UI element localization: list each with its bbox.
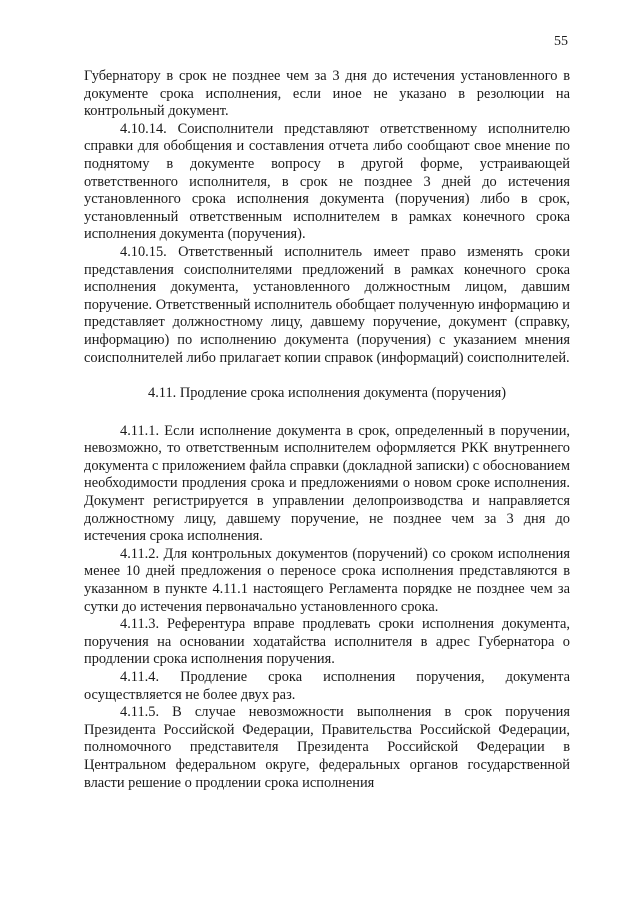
paragraph-4-11-5: 4.11.5. В случае невозможности выполнения в срок поручения Президента Российской Федерации, Правительства Российской Федерации, полномочного представителя Президента Российской Федерации в Центральном федеральном округе, федеральных органов государственной власти решение о продлении срока исполнения	[84, 704, 570, 791]
page-number: 55	[554, 34, 568, 49]
section-heading-4-11: 4.11. Продление срока исполнения документа (поручения)	[148, 385, 506, 402]
paragraph-continuation: Губернатору в срок не позднее чем за 3 дня до истечения установленного в документе срока исполнения, если иное не указано в резолюции на контрольный документ.	[84, 68, 570, 120]
paragraph-4-10-15: 4.10.15. Ответственный исполнитель имеет право изменять сроки представления соисполнителями предложений в рамках конечного срока исполнения документа, установленного должностным лицом, давшим поручение. Ответственный исполнитель обобщает полученную информацию и представляет должностному лицу, давшему поручение, документ (справку, информацию) по исполнению документа (поручения) с указанием мнения соисполнителей либо прилагает копии справок (информаций) соисполнителей.	[84, 243, 570, 366]
document-body	[84, 68, 570, 792]
paragraph-4-11-1: 4.11.1. Если исполнение документа в срок, определенный в поручении, невозможно, то ответственным исполнителем оформляется РКК внутреннего документа с приложением файла справки (докладной записки) с обоснованием необходимости продления срока и предложениями о новом сроке исполнения. Документ регистрируется в управлении делопроизводства и направляется должностному лицу, давшему поручение, не позднее чем за 3 дня до истечения срока исполнения.	[84, 422, 570, 545]
paragraph-4-11-3: 4.11.3. Референтура вправе продлевать сроки исполнения документа, поручения на основании ходатайства исполнителя в адрес Губернатора о продлении срока исполнения поручения.	[84, 616, 570, 668]
paragraph-4-10-14: 4.10.14. Соисполнители представляют ответственному исполнителю справки для обобщения и составления отчета либо сообщают свое мнение по поднятому в документе вопросу в другой форме, устраивающей ответственного исполнителя, в срок не позднее 3 дней до истечения установленного срока исполнения документа (поручения) либо в срок, установленный ответственным исполнителем в рамках конечного срока исполнения документа (поручения).	[84, 120, 570, 243]
paragraph-4-11-2: 4.11.2. Для контрольных документов (поручений) со сроком исполнения менее 10 дней предложения о переносе срока исполнения представляются в указанном в пункте 4.11.1 настоящего Регламента порядке не позднее чем за сутки до истечения первоначально установленного срока.	[84, 545, 570, 615]
paragraph-4-11-4: 4.11.4. Продление срока исполнения поручения, документа осуществляется не более двух раз.	[84, 669, 570, 703]
